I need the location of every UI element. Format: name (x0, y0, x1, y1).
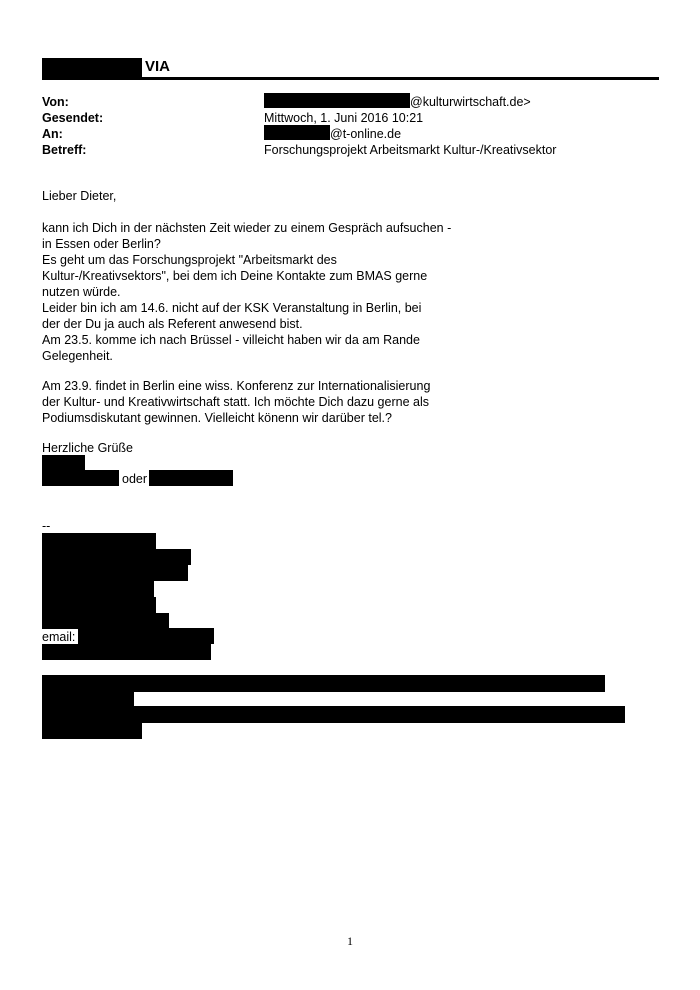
from-label: Von: (42, 95, 69, 109)
subject-value: Forschungsprojekt Arbeitsmarkt Kultur-/Kreativsektor (264, 143, 557, 157)
title-rule (42, 77, 659, 80)
body-line: der Kultur- und Kreativwirtschaft statt. Ich möchte Dich dazu gerne als (42, 395, 429, 409)
body-line: Podiumsdiskutant gewinnen. Vielleicht könenn wir darüber tel.? (42, 411, 392, 425)
to-label: An: (42, 127, 63, 141)
redacted-disclaimer (42, 706, 625, 723)
from-domain: @kulturwirtschaft.de> (410, 95, 531, 109)
body-line: Es geht um das Forschungsprojekt "Arbeitsmarkt des (42, 253, 337, 267)
redacted-signature-line (42, 644, 211, 660)
body-line: nutzen würde. (42, 285, 121, 299)
redacted-disclaimer (42, 722, 142, 739)
redacted-disclaimer (42, 691, 134, 707)
sent-value: Mittwoch, 1. Juni 2016 10:21 (264, 111, 424, 125)
redacted-signature-line (42, 613, 169, 629)
body-line: der der Du ja auch als Referent anwesend bist. (42, 317, 303, 331)
redacted-signature-line (42, 565, 188, 581)
body-line: Leider bin ich am 14.6. nicht auf der KSK Veranstaltung in Berlin, bei (42, 301, 422, 315)
redacted-email (78, 628, 214, 644)
signature-separator: -- (42, 519, 51, 533)
redacted-signoff-name (42, 455, 85, 470)
greeting: Lieber Dieter, (42, 189, 117, 203)
subject-label: Betreff: (42, 143, 87, 157)
redacted-signature-line (42, 533, 156, 549)
redacted-signature-line (42, 597, 156, 613)
document-title-suffix: VIA (145, 58, 171, 75)
redacted-from-address (264, 93, 410, 108)
redacted-signoff-alt (149, 470, 233, 486)
redacted-signoff-name (42, 470, 119, 486)
email-label: email: (42, 630, 76, 644)
closing: Herzliche Grüße (42, 441, 133, 455)
body-line: Am 23.9. findet in Berlin eine wiss. Konferenz zur Internationalisierung (42, 379, 431, 393)
body-line: kann ich Dich in der nächsten Zeit wieder zu einem Gespräch aufsuchen - (42, 221, 452, 235)
redacted-sender-name (42, 58, 142, 77)
body-line: Am 23.5. komme ich nach Brüssel - villeicht haben wir da am Rande (42, 333, 420, 347)
redacted-signature-line (42, 549, 191, 565)
body-line: in Essen oder Berlin? (42, 237, 161, 251)
page-number: 1 (347, 934, 353, 948)
redacted-to-address (264, 125, 330, 140)
sent-label: Gesendet: (42, 111, 104, 125)
body-line: Gelegenheit. (42, 349, 113, 363)
signoff-or: oder (122, 472, 148, 486)
to-domain: @t-online.de (330, 127, 402, 141)
redacted-disclaimer (42, 675, 605, 692)
redacted-signature-line (42, 581, 154, 597)
body-line: Kultur-/Kreativsektors", bei dem ich Deine Kontakte zum BMAS gerne (42, 269, 428, 283)
